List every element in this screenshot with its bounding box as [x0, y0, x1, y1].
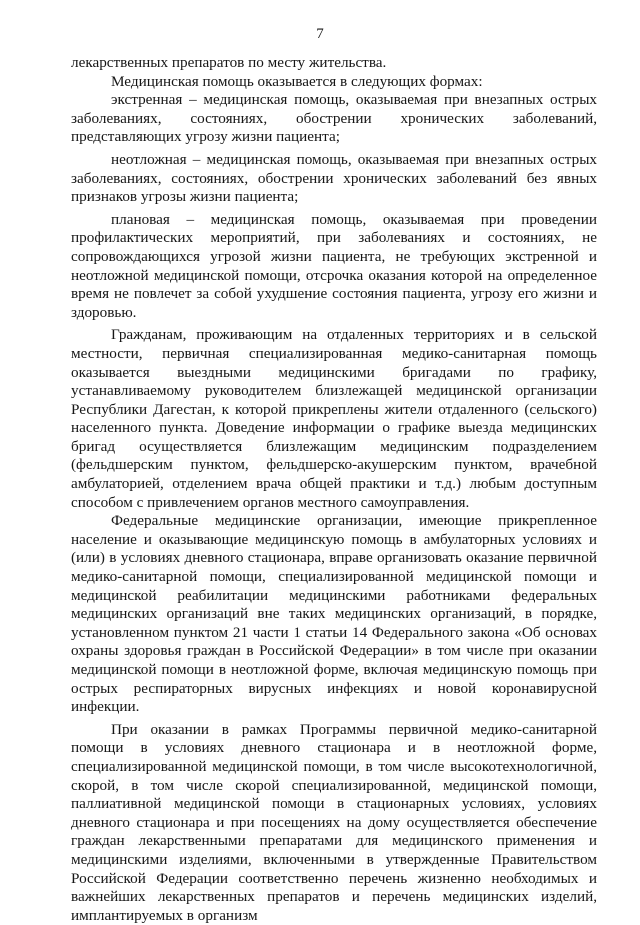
page-number: 7 — [316, 26, 324, 42]
paragraph-federal-organizations: Федеральные медицинские организации, имеющие прикрепленное население и оказывающие медицинскую помощь в амбулаторных условиях и (или) в условиях дневного стационара, вправе организовать оказание первичной медико-санитарной помощи, специализированной медицинской помощи и медицинской реабилитации медицинскими работниками федеральных медицинских организаций вне таких медицинских организаций, в порядке, установленном пунктом 21 части 1 статьи 14 Федерального закона «Об основах охраны здоровья граждан в Российской Федерации» в том числе при оказании медицинской помощи в неотложной форме, включая медицинскую помощь при острых респираторных вирусных инфекциях и новой коронавирусной инфекции. — [71, 512, 597, 716]
paragraph-drug-provision: При оказании в рамках Программы первичной медико-санитарной помощи в условиях дневного стационара и в неотложной форме, специализированной медицинской помощи, в том числе высокотехнологичной, скорой, в том числе скорой специализированной, медицинской помощи, паллиативной медицинской помощи в стационарных условиях, условиях дневного стационара и при посещениях на дому осуществляется обеспечение граждан лекарственными препаратами для медицинского применения и медицинскими изделиями, включенными в утвержденные Правительством Российской Федерации соответственно перечень жизненно необходимых и важнейших лекарственных препаратов и перечень медицинских изделий, имплантируемых в организм — [71, 720, 597, 924]
document-body — [71, 54, 597, 925]
paragraph-urgent-form: неотложная – медицинская помощь, оказываемая при внезапных острых заболеваниях, состояниях, обострении хронических заболеваний без явных признаков угрозы жизни пациента; — [71, 150, 597, 206]
paragraph-remote-territories: Гражданам, проживающим на отдаленных территориях и в сельской местности, первичная специализированная медико-санитарная помощь оказывается выездными медицинскими бригадами по графику, устанавливаемому руководителем близлежащей медицинской организации Республики Дагестан, к которой прикреплены жители отдаленного (сельского) населенного пункта. Доведение информации о графике выезда медицинских бригад осуществляется близлежащим медицинским подразделением (фельдшерским пунктом, фельдшерско-акушерским пунктом, врачебной амбулаторией, отделением врача общей практики и т.д.) любым доступным способом с привлечением органов местного самоуправления. — [71, 326, 597, 511]
paragraph-forms-intro: Медицинская помощь оказывается в следующих формах: — [111, 72, 483, 90]
paragraph-continuation: лекарственных препаратов по месту жительства. — [71, 54, 387, 71]
paragraph-planned-form: плановая – медицинская помощь, оказываемая при проведении профилактических мероприятий, при заболеваниях и состояниях, не сопровождающихся угрозой жизни пациента, не требующих экстренной и неотложной медицинской помощи, отсрочка оказания которой на определенное время не повлечет за собой ухудшение состояния пациента, угрозу его жизни и здоровью. — [71, 210, 597, 321]
paragraph-emergency-form: экстренная – медицинская помощь, оказываемая при внезапных острых заболеваниях, состояниях, обострении хронических заболеваний, представляющих угрозу жизни пациента; — [71, 91, 597, 146]
